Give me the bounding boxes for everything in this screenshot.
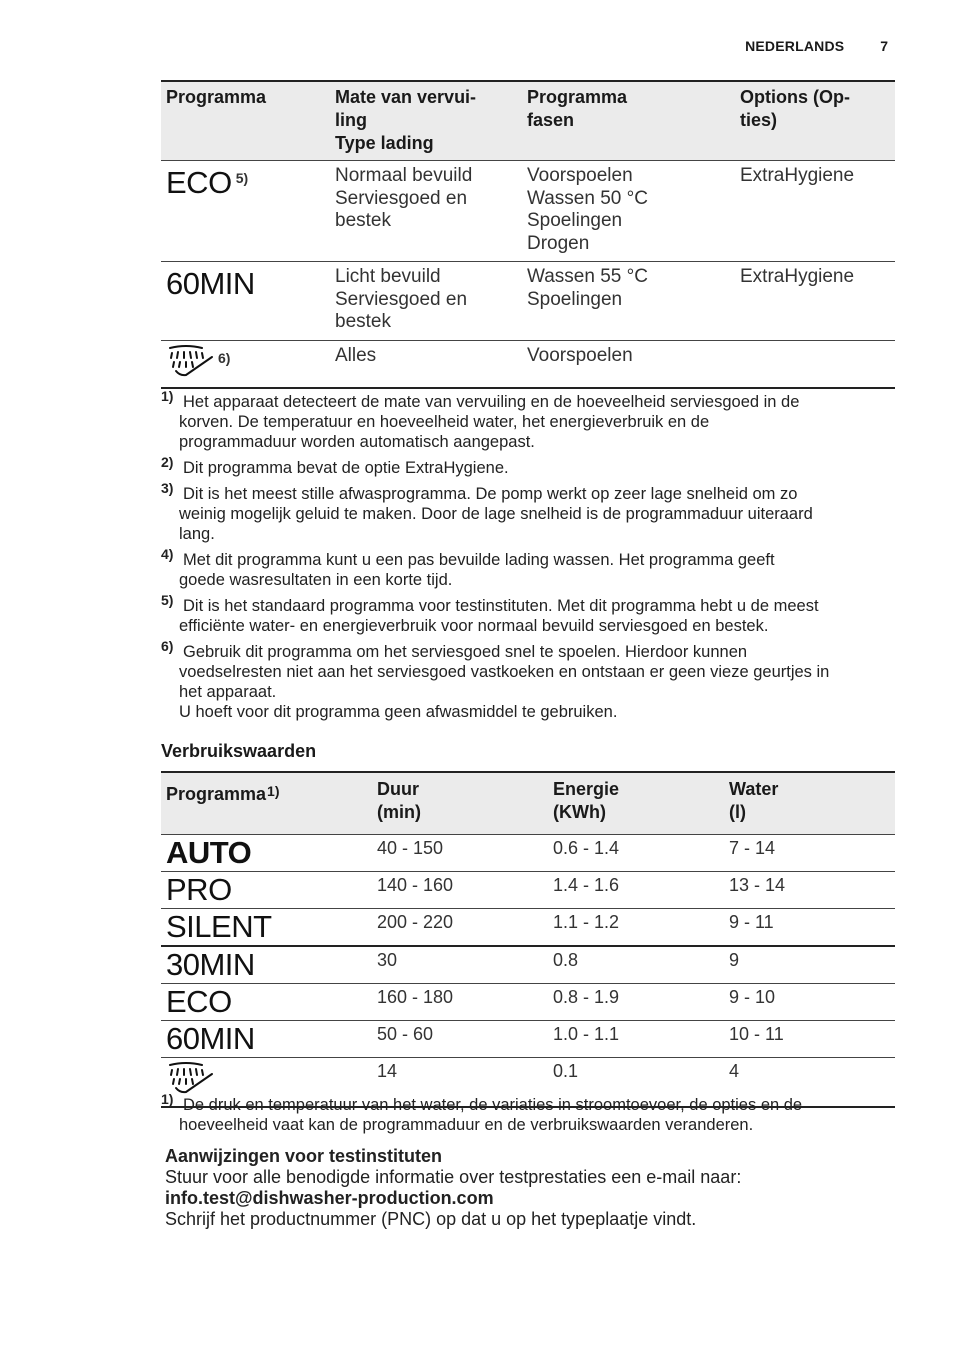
water-cell: 9 - 11 — [729, 912, 774, 932]
program-cell — [161, 341, 330, 389]
water-cell: 4 — [729, 1061, 740, 1081]
table-row — [161, 262, 895, 341]
footnote-item: 1) De druk en temperatuur van het water, de variaties in stroomtoevoer, de opties en de hoeveelheid vaat kan de programmaduur en de verbruikswaarden veranderen. — [161, 1091, 803, 1134]
duration-cell: 30 — [377, 950, 398, 970]
program-cell — [161, 909, 372, 947]
duration-cell: 14 — [377, 1061, 398, 1081]
program-cell — [161, 946, 372, 984]
duration-cell: 140 - 160 — [377, 875, 454, 895]
program-cell — [161, 835, 372, 872]
table-row — [161, 946, 895, 984]
footnote-item: 2) Dit programma bevat de optie ExtraHygiene. — [161, 454, 509, 477]
program-name: AUTO — [166, 835, 252, 870]
language-label: NEDERLANDS — [745, 38, 845, 54]
phase-cell: Voorspoelen Wassen 50 °C Spoelingen Drogen — [527, 165, 648, 255]
program-table — [161, 80, 895, 389]
program-cell — [161, 161, 330, 262]
email-address[interactable]: info.test@dishwasher-production.com — [165, 1188, 494, 1208]
water-cell: 7 - 14 — [729, 838, 776, 858]
program-name: SILENT — [166, 909, 272, 944]
duration-cell: 160 - 180 — [377, 987, 454, 1007]
soil-cell: Alles — [335, 345, 377, 366]
footnote-item: 3) Dit is het meest stille afwasprogramma. De pomp werkt op zeer lage snelheid om zo weinig mogelijk geluid te maken. Door de lage snelheid is de programmaduur uiteraard lang. — [161, 480, 813, 543]
program-name: PRO — [166, 872, 232, 907]
program-name: ECO — [166, 165, 232, 200]
energy-cell: 1.4 - 1.6 — [553, 875, 620, 895]
energy-cell: 0.6 - 1.4 — [553, 838, 620, 858]
program-cell — [161, 1021, 372, 1058]
program-name: 60MIN — [166, 266, 255, 301]
footnote-item: 4) Met dit programma kunt u een pas bevuilde lading wassen. Het programma geeft goede wasresultaten in een korte tijd. — [161, 546, 775, 589]
header-options: Options (Op- ties) — [740, 87, 850, 130]
program-name: 30MIN — [166, 947, 255, 982]
duration-cell: 40 - 150 — [377, 838, 444, 858]
test-info-title: Aanwijzingen voor testinstituten — [165, 1146, 443, 1166]
test-institute-info — [165, 1146, 885, 1230]
table-row — [161, 1021, 895, 1058]
program-name: 60MIN — [166, 1021, 255, 1056]
prerinse-icon — [166, 345, 214, 379]
options-cell — [735, 341, 895, 389]
table-row — [161, 872, 895, 909]
header-energy: Energie (KWh) — [553, 779, 620, 822]
footnote-item: 1) Het apparaat detecteert de mate van vervuiling en de hoeveelheid serviesgoed in de korven. De temperatuur en hoeveelheid water, het energieverbruik en de programmaduur worden automatisch aangepast. — [161, 388, 800, 451]
footnote-item: 5) Dit is het standaard programma voor testinstituten. Met dit programma hebt u de meest efficiënte water- en energieverbruik voor normaal bevuild serviesgoed en bestek. — [161, 592, 819, 635]
water-cell: 13 - 14 — [729, 875, 786, 895]
energy-cell: 0.1 — [553, 1061, 579, 1081]
table-row — [161, 161, 895, 262]
energy-cell: 0.8 — [553, 950, 579, 970]
duration-cell: 50 - 60 — [377, 1024, 434, 1044]
options-cell: ExtraHygiene — [740, 266, 855, 287]
water-cell: 9 - 10 — [729, 987, 776, 1007]
program-name: ECO — [166, 984, 232, 1019]
phase-cell: Wassen 55 °C Spoelingen — [527, 266, 648, 310]
program-cell — [161, 262, 330, 341]
page-header — [745, 38, 888, 54]
header-soil: Mate van vervui- ling Type lading — [335, 87, 477, 153]
test-info-line: Schrijf het productnummer (PNC) op dat u op het typeplaatje vindt. — [165, 1209, 697, 1229]
header-duration: Duur (min) — [377, 779, 421, 822]
soil-cell: Licht bevuild Serviesgoed en bestek — [335, 266, 468, 333]
header-programma: Programma — [166, 87, 267, 107]
header-water: Water (l) — [729, 779, 779, 822]
header-programma: Programma$^{1)}$ — [166, 783, 280, 804]
consumption-footnote — [161, 1091, 901, 1141]
phase-cell: Voorspoelen — [527, 345, 633, 366]
consumption-table — [161, 771, 895, 1108]
consumption-table-header — [161, 772, 895, 835]
options-cell: ExtraHygiene — [740, 165, 855, 186]
energy-cell: 0.8 - 1.9 — [553, 987, 620, 1007]
footnote-ref: 5) — [235, 170, 249, 186]
table-row — [161, 835, 895, 872]
program-cell — [161, 872, 372, 909]
header-phases: Programma fasen — [527, 87, 628, 130]
table-row — [161, 984, 895, 1021]
program-cell — [161, 984, 372, 1021]
section-title: Verbruikswaarden — [161, 741, 317, 761]
page-number: 7 — [880, 38, 888, 54]
table-row — [161, 909, 895, 947]
footnote-ref: 6) — [218, 350, 231, 366]
energy-cell: 1.1 - 1.2 — [553, 912, 620, 932]
water-cell: 9 — [729, 950, 740, 970]
water-cell: 10 - 11 — [729, 1024, 784, 1044]
energy-cell: 1.0 - 1.1 — [553, 1024, 620, 1044]
test-info-line: Stuur voor alle benodigde informatie over testprestaties een e-mail naar: — [165, 1167, 742, 1187]
footnote-item: 6) Gebruik dit programma om het serviesgoed snel te spoelen. Hierdoor kunnen voedselresten niet aan het serviesgoed vastkoeken en ontstaan er geen vieze geurtjes in het apparaat. U hoeft voor dit programma geen afwasmiddel te gebruiken. — [161, 638, 830, 721]
soil-cell: Normaal bevuild Serviesgoed en bestek — [335, 165, 473, 232]
duration-cell: 200 - 220 — [377, 912, 454, 932]
table-row — [161, 341, 895, 389]
program-table-header — [161, 81, 895, 161]
footnotes — [161, 388, 901, 728]
